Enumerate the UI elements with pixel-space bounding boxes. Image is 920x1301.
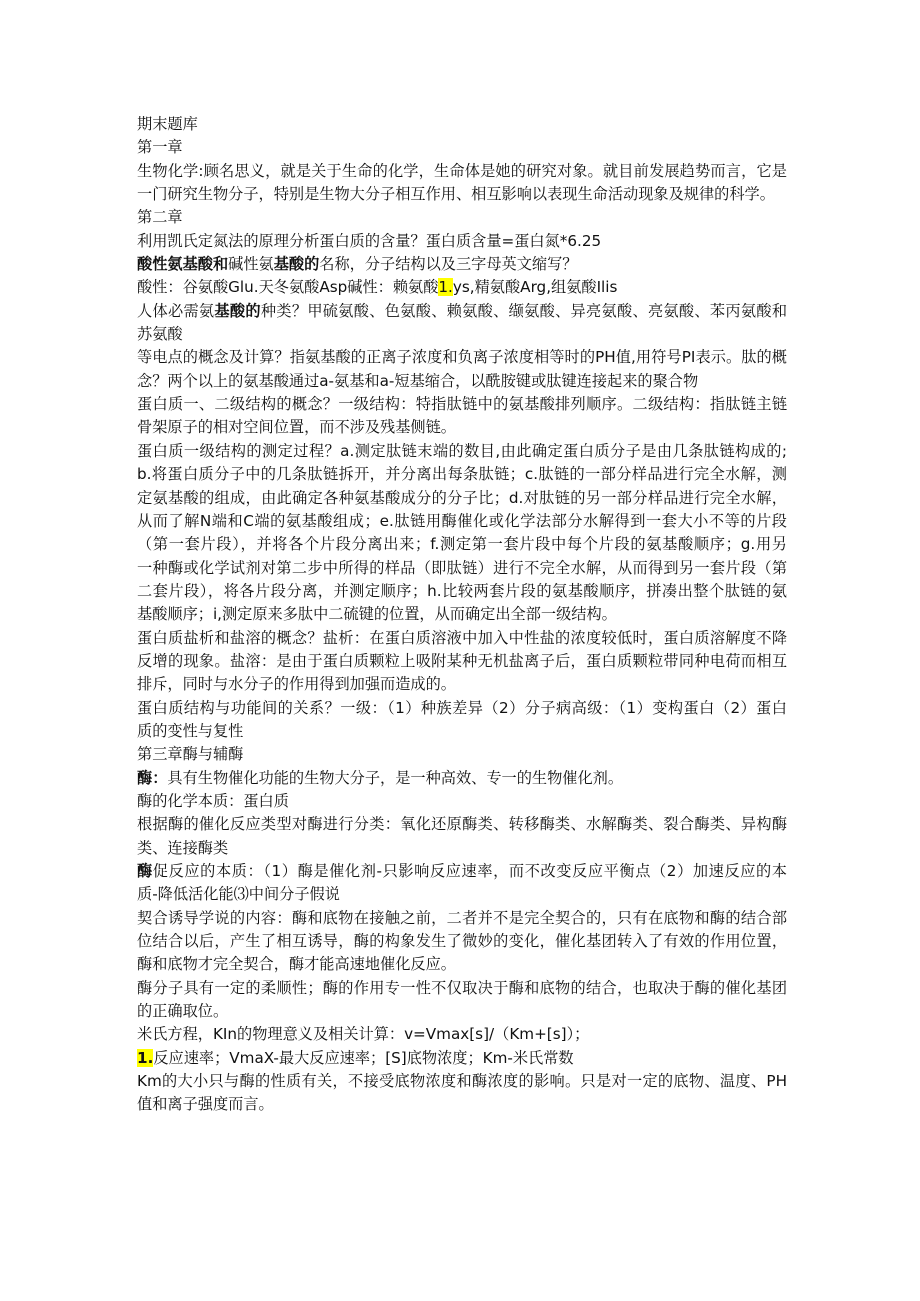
michaelis-equation: 米氏方程，KIn的物理意义及相关计算：v=Vmax[s]/（Km+[s]）； [137,1025,590,1044]
text-span: 酸性：谷氨酸Glu.天冬氨酸Asp碱性：赖氨酸 [137,278,439,297]
paragraph-line: 蛋白质一级结构的测定过程？a.测定肽链末端的数目,由此确定蛋白质分子是由几条肽链构成的; [137,441,787,460]
paragraph-line: b.将蛋白质分子中的几条肽链拆开，并分离出每条肽链；c.肽链的一部分样品进行完全水解，测 [137,465,787,484]
bold-text: 基酸的 [273,255,320,274]
paragraph-line: 的正确取位。 [137,1002,229,1021]
paragraph-line: 念？两个以上的氨基酸通过a-氨基和a-短基缩合，以酰胺键或肽键连接起来的聚合物 [137,371,699,390]
paragraph-line: 基酸顺序；i,测定原来多肽中二硫键的位置，从而确定出全部一级结构。 [137,605,617,624]
paragraph-line: 苏氨酸 [137,325,183,344]
paragraph-line: 一门研究生物分子，特别是生物大分子相互作用、相互影响以表现生命活动现象及规律的科学。 [137,185,775,204]
paragraph-line: 酶分子具有一定的柔顺性；酶的作用专一性不仅取决于酶和底物的结合，也取决于酶的催化基团 [137,978,787,997]
paragraph-line: 定氨基酸的组成，由此确定各种氨基酸成分的分子比；d.对肽链的另一部分样品进行完全水解， [137,488,787,507]
paragraph-line: 类、连接酶类 [137,838,229,857]
text-span: 反应速率；VmaX-最大反应速率；[S]底物浓度；Km-米氏常数 [153,1048,574,1067]
bold-text: 酶 [137,862,153,880]
paragraph-line: 等电点的概念及计算？指氨基酸的正离子浓度和负离子浓度相等时的PH值,用符号PI表示。肽的概 [137,348,787,367]
paragraph-line: 质的变性与复性 [137,721,244,740]
paragraph-line: 酶的化学本质：蛋白质 [137,791,289,810]
chapter-1-heading: 第一章 [137,138,183,157]
highlighted-text: 1. [137,1048,154,1067]
paragraph-line: 排斥，同时与水分子的作用得到加强而造成的。 [137,675,456,694]
michaelis-variables [137,1047,787,1070]
text-span: 名称，分子结构以及三字母英文缩写？ [319,255,578,274]
document-title: 期末题库 [137,115,198,133]
paragraph-line: 契合诱导学说的内容：酶和底物在接触之前，二者并不是完全契合的，只有在底物和酶的结合部 [137,908,787,927]
document-body [137,113,787,1117]
paragraph-line: 二套片段），将各片段分离，并测定顺序；h.比较两套片段的氨基酸顺序，拼凑出整个肽链的氨 [137,581,787,600]
paragraph-line: 位结合以后，产生了相互诱导，酶的构象发生了微妙的变化，催化基团转入了有效的作用位置， [137,932,787,951]
enzyme-definition [137,767,787,790]
paragraph-line: 骨架原子的相对空间位置，而不涉及残基侧链。 [137,418,456,437]
text-span: 种类？甲硫氨酸、色氨酸、赖氨酸、缬氨酸、异亮氨酸、亮氨酸、苯丙氨酸和 [260,301,788,320]
paragraph-line: 根据酶的催化反应类型对酶进行分类：氧化还原酶类、转移酶类、水解酶类、裂合酶类、异构酶 [137,815,787,834]
highlighted-text: 1. [438,278,453,297]
paragraph-line: 反增的现象。盐溶：是由于蛋白质颗粒上吸附某种无机盐离子后，蛋白质颗粒带同种电荷而相互 [137,651,787,670]
answer-amino-acids [137,276,787,299]
paragraph-line: Km的大小只与酶的性质有关，不接受底物浓度和酶浓度的影响。只是对一定的底物、温度、PH [137,1072,787,1091]
paragraph-line: （第一套片段），并将各个片段分离出来；f.测定第一套片段中每个片段的氨基酸顺序；g.用另 [137,535,787,554]
text-span: 人体必需氨 [137,301,215,320]
chapter-2-heading: 第二章 [137,208,183,227]
text-span: 具有生物催化功能的生物大分子，是一种高效、专一的生物催化剂。 [167,768,623,787]
paragraph-line: 蛋白质盐析和盐溶的概念？盐析：在蛋白质溶液中加入中性盐的浓度较低时，蛋白质溶解度不降 [137,628,787,647]
paragraph-line: 生物化学:顾名思义，就是关于生命的化学，生命体是她的研究对象。就目前发展趋势而言，它是 [137,161,787,180]
paragraph-line: 值和离子强度而言。 [137,1095,274,1114]
question-kjeldahl: 利用凯氏定氮法的原理分析蛋白质的含量？蛋白质含量=蛋白氮*6.25 [137,231,602,250]
bold-text: 基酸的 [214,301,261,320]
enzyme-essence [137,860,787,883]
text-span: 碱性氨 [228,255,274,274]
paragraph-line: 一种酶或化学试剂对第二步中所得的样品（即肽链）进行不完全水解，从而得到另一套片段（第 [137,558,787,577]
paragraph-line: 酶和底物才完全契合，酶才能高速地催化反应。 [137,955,456,974]
text-span: ys,精氨酸Arg,组氨酸Ilis [452,278,618,297]
paragraph-line: 质-降低活化能⑶中间分子假说 [137,885,340,904]
text-span: 促反应的本质：（1）酶是催化剂-只影响反应速率，而不改变反应平衡点（2）加速反应的本 [152,862,787,880]
paragraph-line: 蛋白质结构与功能间的关系？一级：（1）种族差异（2）分子病高级：（1）变构蛋白（2）蛋白 [137,698,787,717]
bold-text: 酶： [137,768,168,787]
paragraph-line: 蛋白质一、二级结构的概念？一级结构：特指肽链中的氨基酸排列顺序。二级结构：指肽链主链 [137,395,787,414]
bold-text: 酸性氨基酸和 [137,255,229,274]
question-essential-amino-acids [137,300,787,323]
paragraph-line: 从而了解N端和C端的氨基酸组成；e.肽链用酶催化或化学法部分水解得到一套大小不等的片段 [137,511,787,530]
chapter-3-heading: 第三章酶与辅酶 [137,745,244,764]
question-amino-acids [137,253,787,276]
